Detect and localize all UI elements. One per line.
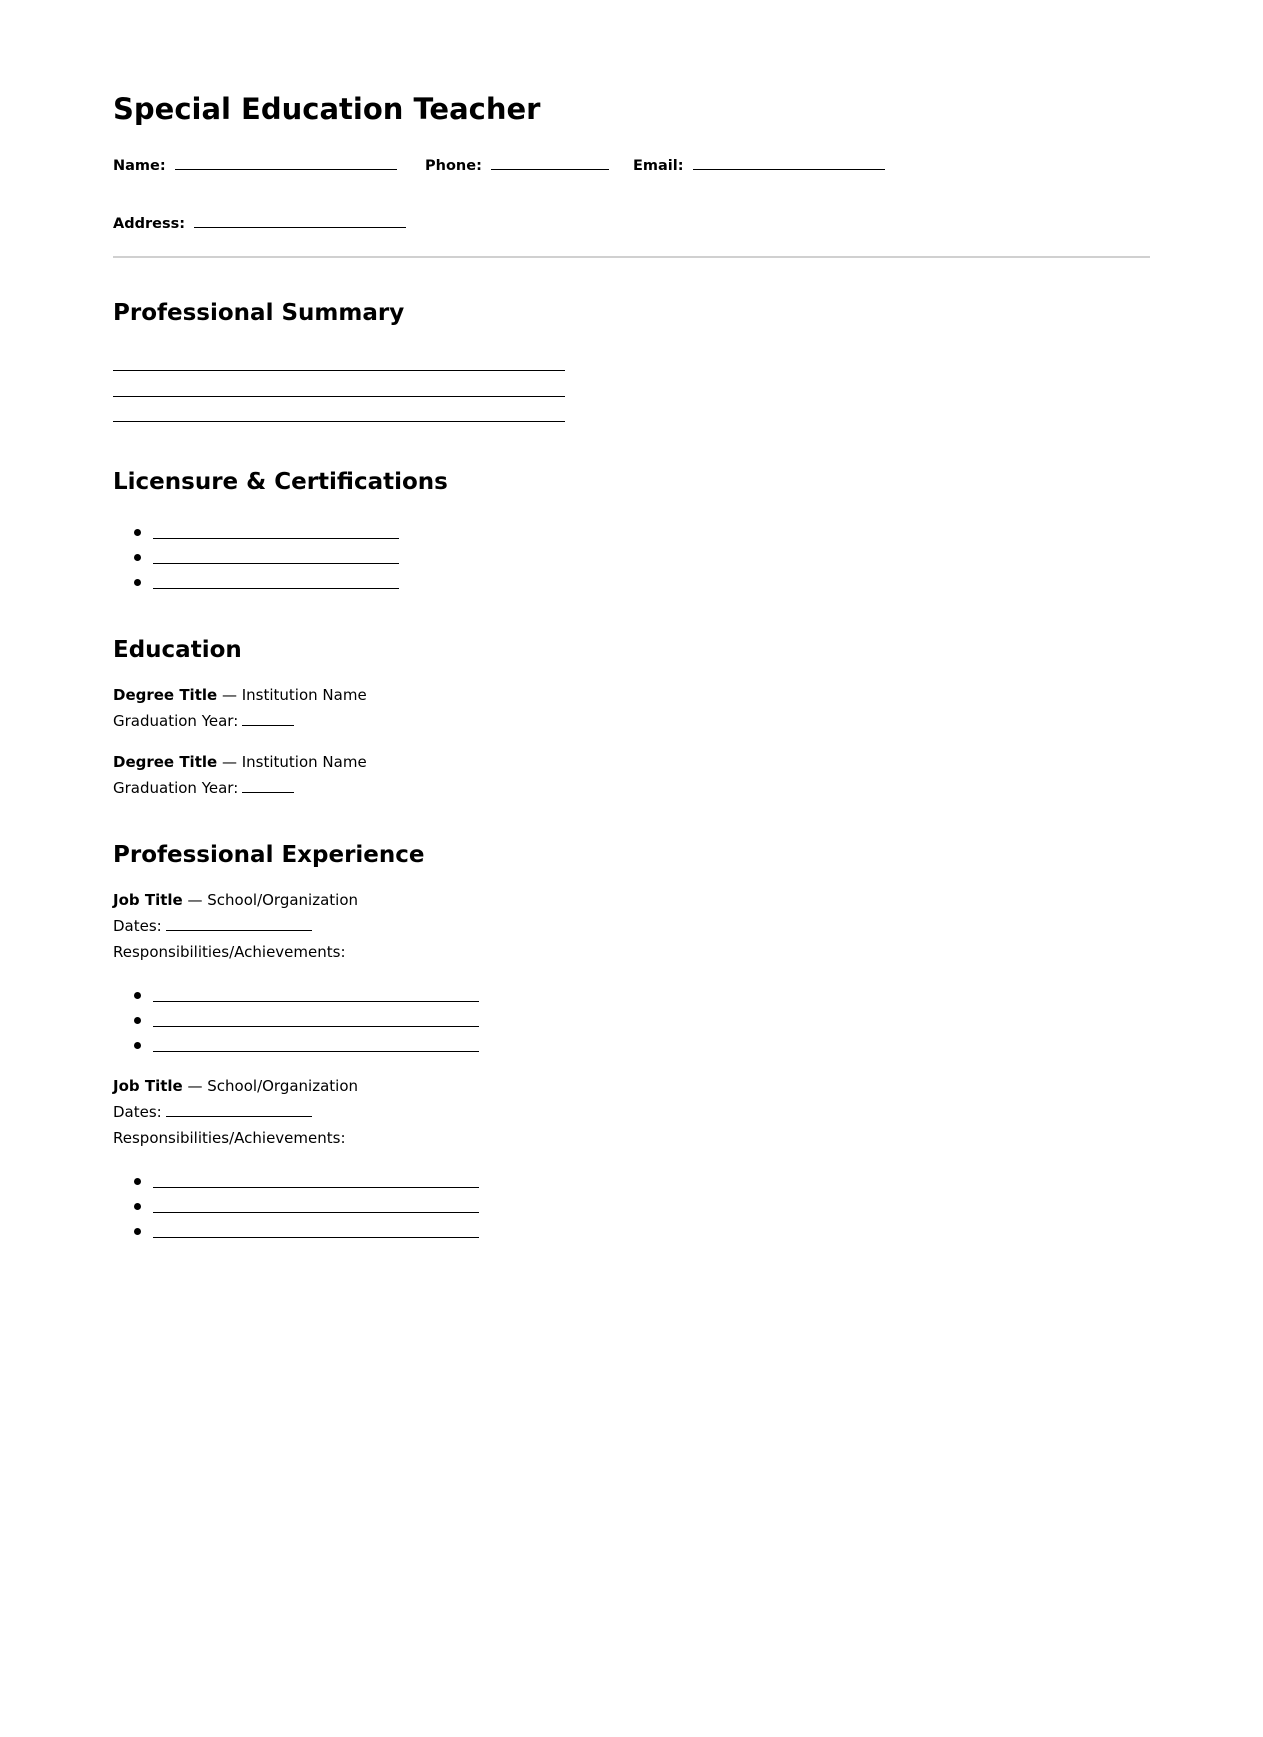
email-label: Email:: [633, 158, 684, 174]
dates-label: Dates:: [113, 1103, 162, 1121]
education-entry-2-title: Degree Title — Institution Name: [113, 753, 367, 771]
header-divider: [113, 256, 1150, 258]
phone-label: Phone:: [425, 158, 482, 174]
experience-entry-2-dates: [113, 1103, 312, 1121]
bullet-icon: [134, 1042, 141, 1049]
name-blank[interactable]: [175, 156, 397, 170]
section-heading-summary: Professional Summary: [113, 300, 405, 326]
summary-line-1[interactable]: [113, 370, 565, 371]
phone-field[interactable]: [425, 156, 609, 174]
blank-line[interactable]: [153, 563, 399, 564]
address-blank[interactable]: [194, 214, 406, 228]
bullet-icon: [134, 992, 141, 999]
summary-line-3[interactable]: [113, 421, 565, 422]
bullet-icon: [134, 1228, 141, 1235]
job-title: Job Title: [113, 891, 183, 909]
organization-name: School/Organization: [207, 1077, 359, 1095]
bullet-icon: [134, 529, 141, 536]
dates-blank[interactable]: [166, 917, 312, 931]
section-heading-education: Education: [113, 637, 242, 663]
grad-year-label: Graduation Year:: [113, 712, 239, 730]
degree-title: Degree Title: [113, 753, 218, 771]
blank-line[interactable]: [153, 1212, 479, 1213]
education-entry-1-title: Degree Title — Institution Name: [113, 686, 367, 704]
experience-entry-1-title: Job Title — School/Organization: [113, 891, 359, 909]
address-field[interactable]: [113, 214, 406, 232]
blank-line[interactable]: [153, 1237, 479, 1238]
summary-line-2[interactable]: [113, 396, 565, 397]
email-field[interactable]: [633, 156, 885, 174]
blank-line[interactable]: [153, 1187, 479, 1188]
dates-blank[interactable]: [166, 1103, 312, 1117]
dates-label: Dates:: [113, 917, 162, 935]
blank-line[interactable]: [153, 1026, 479, 1027]
education-entry-1-grad: [113, 712, 294, 730]
name-label: Name:: [113, 158, 166, 174]
section-heading-licensure: Licensure & Certifications: [113, 469, 448, 495]
name-field[interactable]: [113, 156, 397, 174]
organization-name: School/Organization: [207, 891, 359, 909]
bullet-icon: [134, 1178, 141, 1185]
grad-year-label: Graduation Year:: [113, 779, 239, 797]
blank-line[interactable]: [153, 588, 399, 589]
education-entry-2-grad: [113, 779, 294, 797]
grad-year-blank[interactable]: [242, 712, 294, 726]
job-title: Job Title: [113, 1077, 183, 1095]
bullet-icon: [134, 1017, 141, 1024]
bullet-icon: [134, 579, 141, 586]
blank-line[interactable]: [153, 538, 399, 539]
page-title: Special Education Teacher: [113, 92, 541, 126]
experience-entry-1-resp-label: Responsibilities/Achievements:: [113, 943, 346, 961]
experience-entry-2-resp-label: Responsibilities/Achievements:: [113, 1129, 346, 1147]
institution-name: Institution Name: [241, 686, 367, 704]
section-heading-experience: Professional Experience: [113, 842, 425, 868]
experience-entry-1-dates: [113, 917, 312, 935]
address-label: Address:: [113, 216, 186, 232]
email-blank[interactable]: [693, 156, 885, 170]
grad-year-blank[interactable]: [242, 779, 294, 793]
phone-blank[interactable]: [491, 156, 609, 170]
degree-title: Degree Title: [113, 686, 218, 704]
experience-entry-2-title: Job Title — School/Organization: [113, 1077, 359, 1095]
bullet-icon: [134, 554, 141, 561]
blank-line[interactable]: [153, 1001, 479, 1002]
blank-line[interactable]: [153, 1051, 479, 1052]
bullet-icon: [134, 1203, 141, 1210]
institution-name: Institution Name: [241, 753, 367, 771]
